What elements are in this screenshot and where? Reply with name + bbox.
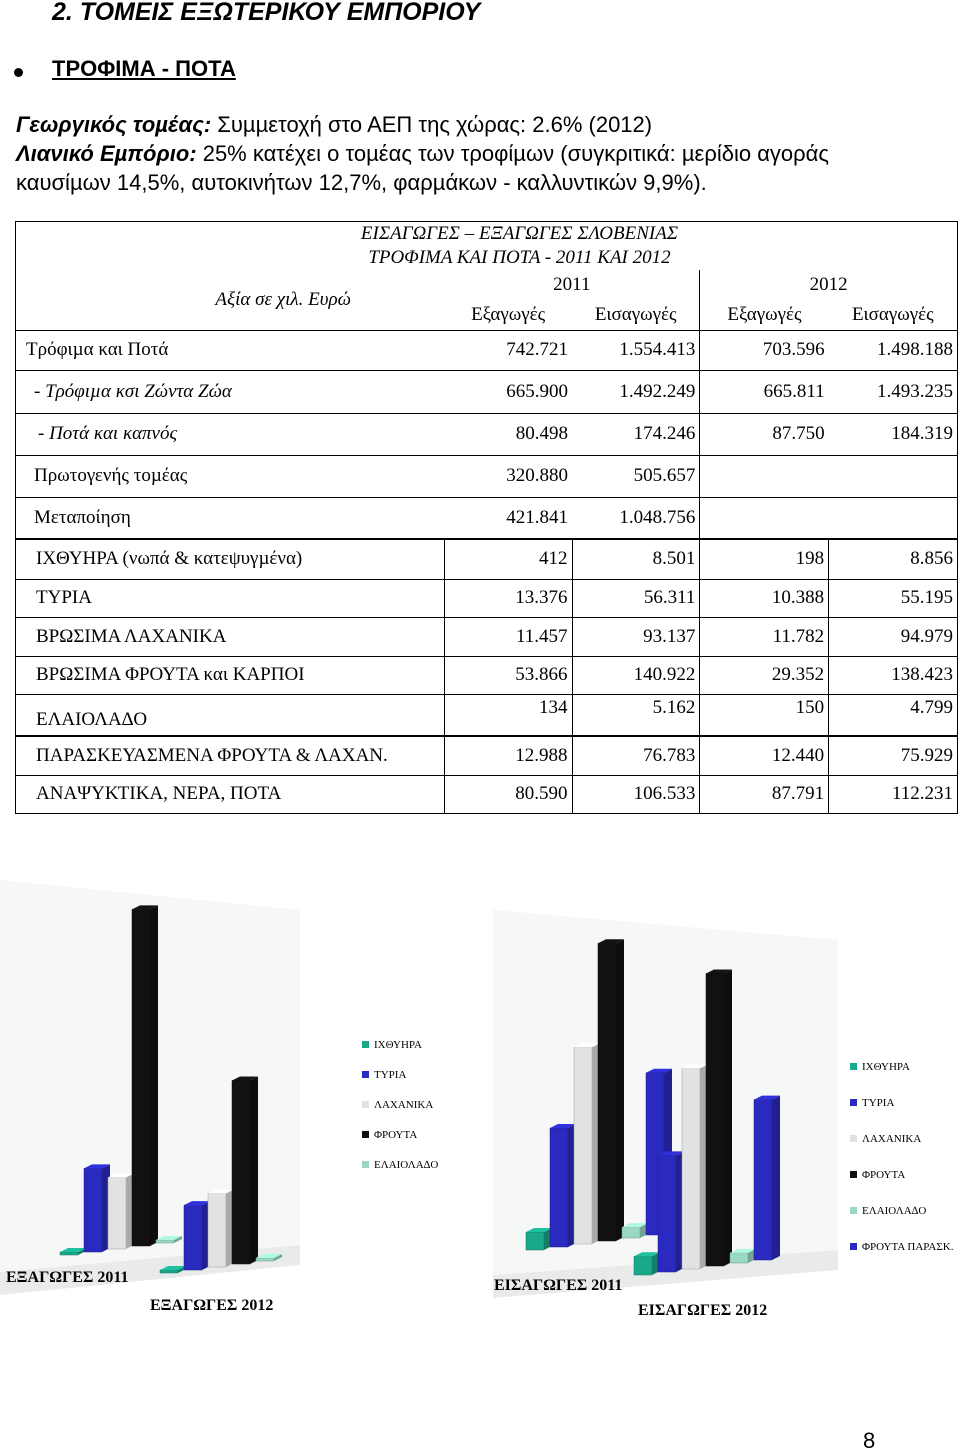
cell-value: 87.791 — [700, 775, 829, 813]
legend-item — [850, 1133, 921, 1145]
row-label: ΤΥΡΙΑ — [16, 579, 445, 617]
row-label: - Τρόφιµα κσι Ζώντα Ζώα — [34, 380, 232, 402]
legend-label: ΦΡΟΥΤΑ — [862, 1169, 906, 1181]
bullet-icon — [14, 68, 23, 77]
retail-text: 25% κατέχει ο τοµέας των τροφίµων (συγκριτικά: µερίδιο αγοράς — [196, 141, 830, 166]
cell-value: 8.856 — [910, 548, 953, 570]
legend-swatch — [850, 1099, 857, 1106]
bar — [634, 1252, 660, 1275]
section-heading: 2. ΤΟΜΕΙΣ ΕΞΩΤΕΡΙΚΟΥ ΕΜΠΟΡΙΟΥ — [52, 0, 481, 26]
legend-swatch — [362, 1041, 369, 1048]
cell-value: 12.440 — [700, 736, 829, 775]
legend-swatch — [850, 1063, 857, 1070]
legend-label: ΕΛΑΙΟΛΑ∆Ο — [862, 1205, 927, 1217]
year-2011: 2011 — [553, 274, 591, 295]
cell-value: 8.501 — [572, 539, 700, 579]
cell-value: 320.880 — [506, 465, 569, 486]
legend-swatch — [850, 1171, 857, 1178]
legend-label: ΛΑΧΑΝΙΚΑ — [374, 1099, 434, 1111]
legend-label: ΦΡΟΥΤΑ ΠΑΡΑΣΚ. — [862, 1241, 954, 1253]
legend-swatch — [362, 1071, 369, 1078]
cell-value: 1.554.413 — [619, 339, 696, 360]
row-label: ΑΝΑΨΥΚΤΙΚΑ, ΝΕΡΑ, ΠΟΤΑ — [16, 775, 445, 813]
cell-value: 5.162 — [572, 694, 700, 736]
cell-value: 412 — [444, 539, 572, 579]
legend-swatch — [362, 1101, 369, 1108]
cell-value: 80.590 — [444, 775, 572, 813]
series-label: ΕΞΑΓΩΓΕΣ 2012 — [150, 1297, 274, 1314]
bar — [526, 1228, 552, 1250]
cell-value: 1.048.756 — [619, 506, 696, 528]
legend-item — [362, 1069, 406, 1081]
bar — [658, 1151, 684, 1272]
cell-value: 703.596 — [700, 330, 829, 370]
col-exports-2011: Εξαγωγές — [471, 303, 546, 325]
legend-label: ΤΥΡΙΑ — [862, 1097, 895, 1109]
cell-value: 665.900 — [506, 380, 569, 402]
row-label: ΕΛΑΙΟΛΑ∆Ο — [16, 694, 445, 736]
legend-label: ΦΡΟΥΤΑ — [374, 1129, 418, 1141]
cell-value: 1.498.188 — [877, 339, 953, 360]
legend-label: ΤΥΡΙΑ — [374, 1069, 407, 1081]
cell-value: 53.866 — [444, 656, 572, 694]
trade-table — [15, 221, 958, 814]
cell-value: 87.750 — [700, 413, 829, 455]
agriculture-text: Συµµετοχή στο ΑΕΠ της χώρας: 2.6% (2012) — [211, 112, 653, 137]
retail-label: Λιανικό Εµπόριο: — [16, 141, 197, 166]
series-label: ΕΞΑΓΩΓΕΣ 2011 — [6, 1269, 129, 1286]
cell-value: 55.195 — [900, 587, 953, 608]
row-label: ΙΧΘΥΗΡΑ (νωπά & κατεψυγµένα) — [16, 539, 445, 579]
paragraph-retail-cont: καυσίµων 14,5%, αυτοκινήτων 12,7%, φαρµάκων - καλλυντικών 9,9%). — [16, 170, 707, 195]
cell-value — [700, 455, 829, 497]
cell-value: 11.782 — [700, 617, 829, 656]
table-title-line1: ΕΙΣΑΓΩΓΕΣ – ΕΞΑΓΩΓΕΣ ΣΛΟΒΕΝΙΑΣ — [360, 223, 679, 244]
legend-label: ΕΛΑΙΟΛΑ∆Ο — [374, 1159, 439, 1171]
cell-value: 1.492.249 — [619, 380, 696, 402]
bar — [84, 1164, 110, 1252]
bar — [682, 1064, 708, 1269]
cell-value: 12.988 — [444, 736, 572, 775]
row-label: - Ποτά και καπνός — [38, 423, 178, 444]
legend-swatch — [850, 1135, 857, 1142]
cell-value: 75.929 — [900, 744, 953, 766]
legend-item — [362, 1039, 422, 1051]
bar — [208, 1189, 234, 1267]
bar — [706, 970, 732, 1266]
cell-value: 94.979 — [900, 625, 953, 647]
row-label: Μεταποίηση — [34, 506, 131, 528]
page-number: 8 — [863, 1428, 876, 1453]
table-title — [16, 222, 958, 271]
cell-value: 134 — [444, 694, 572, 736]
cell-value: 742.721 — [506, 339, 569, 360]
cell-value: 106.533 — [572, 775, 700, 813]
legend-swatch — [362, 1131, 369, 1138]
cell-value: 93.137 — [572, 617, 700, 656]
legend-label: ΛΑΧΑΝΙΚΑ — [862, 1133, 922, 1145]
exports-chart — [0, 870, 480, 1330]
bar — [232, 1077, 258, 1264]
cell-value: 112.231 — [891, 783, 953, 804]
paragraph-agriculture — [16, 112, 652, 138]
legend-item — [362, 1129, 417, 1141]
cell-value: 140.922 — [572, 656, 700, 694]
legend-label: ΙΧΘΥΗΡΑ — [374, 1039, 422, 1051]
bar — [574, 1043, 600, 1244]
bar — [108, 1173, 134, 1249]
cell-value: 138.423 — [891, 664, 953, 685]
cell-value: 80.498 — [515, 423, 569, 444]
cell-value: 174.246 — [633, 423, 696, 444]
legend-item — [850, 1241, 954, 1253]
legend-swatch — [850, 1243, 857, 1250]
col-imports-2012: Εισαγωγές — [851, 303, 934, 325]
cell-value: 184.319 — [891, 423, 953, 444]
cell-value: 505.657 — [633, 465, 696, 486]
cell-value — [829, 497, 958, 539]
bar — [622, 1223, 648, 1238]
cell-value — [700, 497, 829, 539]
cell-value: 150 — [700, 694, 829, 736]
unit-label: Αξία σε χιλ. Ευρώ — [215, 288, 351, 310]
bar — [550, 1124, 576, 1247]
series-label: ΕΙΣΑΓΩΓΕΣ 2011 — [494, 1277, 623, 1294]
bar — [132, 905, 158, 1246]
legend-swatch — [362, 1161, 369, 1168]
legend-item — [362, 1159, 438, 1171]
cell-value: 76.783 — [572, 736, 700, 775]
legend-item — [850, 1205, 926, 1217]
cell-value: 198 — [700, 539, 829, 579]
legend-item — [850, 1097, 894, 1109]
chart-panel — [493, 910, 954, 1319]
legend-item — [850, 1061, 910, 1073]
bar — [754, 1096, 780, 1260]
cell-value: 665.811 — [700, 370, 829, 413]
series-label: ΕΙΣΑΓΩΓΕΣ 2012 — [638, 1302, 768, 1319]
cell-value: 1.493.235 — [877, 380, 953, 402]
cell-value: 29.352 — [700, 656, 829, 694]
legend-item — [850, 1169, 905, 1181]
legend-label: ΙΧΘΥΗΡΑ — [862, 1061, 910, 1073]
col-exports-2012: Εξαγωγές — [700, 300, 829, 330]
cell-value: 421.841 — [506, 506, 569, 528]
bar — [730, 1249, 756, 1263]
chart-panel — [0, 880, 438, 1314]
cell-value: 13.376 — [444, 579, 572, 617]
row-label: Τρόφιµα και Ποτά — [26, 339, 169, 360]
legend-item — [362, 1099, 433, 1111]
row-label: Πρωτογενής τοµέας — [34, 465, 188, 486]
cell-value — [829, 455, 958, 497]
year-2012: 2012 — [700, 270, 958, 300]
cell-value: 10.388 — [700, 579, 829, 617]
row-label: ΒΡΩΣΙΜΑ ΦΡΟΥΤΑ και ΚΑΡΠΟΙ — [16, 656, 445, 694]
agriculture-label: Γεωργικός τοµέας: — [16, 112, 212, 137]
imports-chart — [488, 870, 958, 1330]
bar — [598, 939, 624, 1241]
col-imports-2011: Εισαγωγές — [594, 303, 677, 325]
table-title-line2: ΤΡΟΦΙΜΑ ΚΑΙ ΠΟΤΑ - 2011 ΚΑΙ 2012 — [368, 247, 671, 268]
legend-swatch — [850, 1207, 857, 1214]
cell-value: 56.311 — [572, 579, 700, 617]
cell-value: 11.457 — [444, 617, 572, 656]
bullet-heading: ΤΡΟΦΙΜΑ - ΠΟΤΑ — [52, 56, 236, 81]
row-label: ΠΑΡΑΣΚΕΥΑΣΜΕΝΑ ΦΡΟΥΤΑ & ΛΑΧΑΝ. — [16, 736, 445, 775]
cell-value: 4.799 — [910, 696, 953, 718]
bar — [184, 1201, 210, 1270]
row-label: ΒΡΩΣΙΜΑ ΛΑΧΑΝΙΚΑ — [16, 617, 445, 656]
paragraph-retail — [16, 141, 829, 167]
